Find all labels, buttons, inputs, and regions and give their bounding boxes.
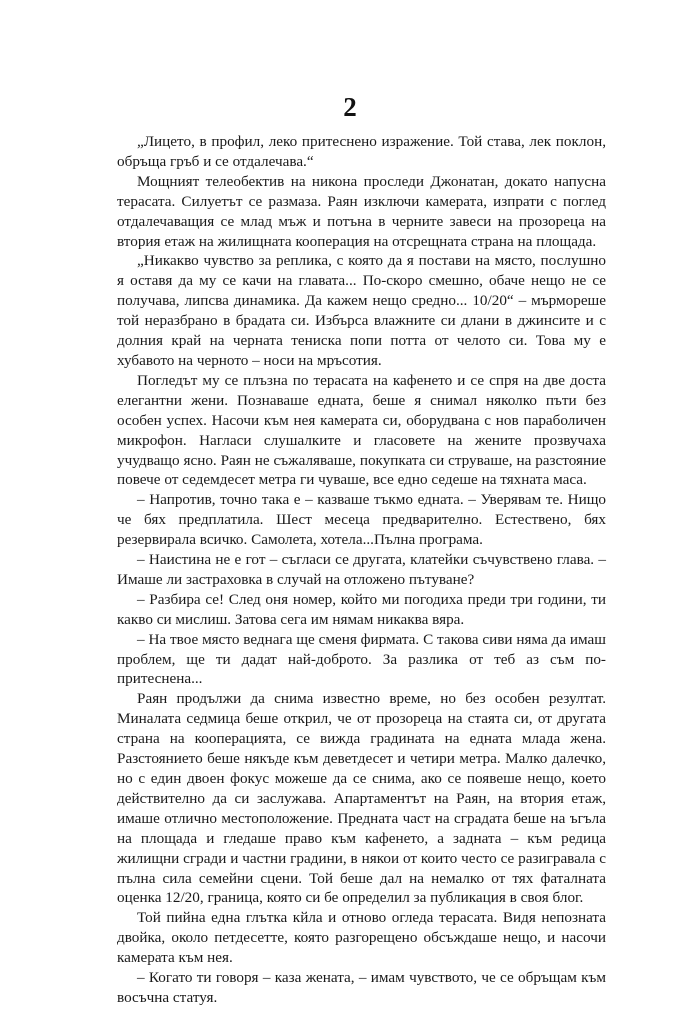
- dialogue-line: – Разбира се! След оня номер, който ми погодиха преди три години, ти какво си мислиш. Затова сега им нямам никаква вяра.: [117, 590, 606, 628]
- dialogue-line: – Наистина не е гот – съгласи се другата, клатейки съчувствено глава. – Имаше ли застраховка в случай на отложено пътуване?: [117, 551, 606, 588]
- paragraph: „Никакво чувство за реплика, с която да я постави на място, послушно я оставя да му се качи на главата... По-скоро смешно, обаче нещо не се получава, липсва динамика. Да кажем нещо средно... 10/20“ – мърмореше той неразбрано в брадата си. Избърса влажните си длани в джинсите и с долния край на черната тениска попи потта от челото си. Това му е хубавото на черното – носи на мръсотия.: [117, 252, 606, 369]
- paragraph: Погледът му се плъзна по терасата на кафенето и се спря на две доста елегантни жени. Познаваше едната, беше я снимал няколко пъти без особен успех. Насочи към нея камерата си, оборудвана с нов параболичен микрофон. Нагласи слушалките и гласовете на жените прозвучаха учудващо ясно. Раян не съжаляваше, покупката си струваше, на разстояние повече от седемдесет метра ги чуваше, все едно седеше на тяхната маса.: [117, 371, 606, 489]
- paragraph: Той пийна една глътка кйла и отново огледа терасата. Видя непозната двойка, около петдесетте, която разгорещено обсъждаше нещо, и насочи камерата към нея.: [117, 909, 606, 967]
- paragraph: Раян продължи да снима известно време, но без особен резултат. Миналата седмица беше открил, че от прозореца на стаята си, от другата страна на кооперацията, се вижда градината на едната млада жена. Разстоянието беше някъде към деветдесет и четири метра. Малко далечко, но с един двоен фокус можеше да се снима, ако се появеше нещо, което действително да си заслужава. Апартаментът на Раян, на втория етаж, имаше отлично местоположение. Предната част на сградата беше на ъгъла на площада и гледаше право към кафенето, а задната – към редица жилищни сгради и частни градини, в някои от които често се разигравала с пълна сила семейни сцени. Той беше дал на немалко от тях фаталната оценка 12/20, граница, която си бе определил за публикация в своя блог.: [117, 690, 606, 907]
- chapter-number: 2: [343, 92, 357, 122]
- paragraph: „Лицето, в профил, леко притеснено изражение. Той става, лек поклон, обръща гръб и се отдалечава.“: [117, 133, 606, 170]
- dialogue-line: – Напротив, точно така е – казваше тъкмо едната. – Уверявам те. Нищо че бях предплатила. Шест месеца предварително. Естествено, бях резервирала всичко. Самолета, хотела...Пълна програма.: [117, 491, 606, 549]
- dialogue-line: – Когато ти говоря – каза жената, – имам чувството, че се обръщам към восъчна статуя.: [117, 969, 606, 1006]
- dialogue-line: – На твое място веднага ще сменя фирмата. С такова сиви няма да имаш проблем, ще ти дадат най-доброто. За разлика от теб аз съм по-притеснена...: [117, 630, 606, 688]
- chapter-text: [117, 132, 606, 1008]
- paragraph: Мощният телеобектив на никона проследи Джонатан, докато напусна терасата. Силуетът се размаза. Раян изключи камерата, изпрати с поглед отдалечаващия се млад мъж и потъна в черните завеси на прозореца на втория етаж на жилищната кооперация на отсрещната страна на площада.: [117, 172, 606, 250]
